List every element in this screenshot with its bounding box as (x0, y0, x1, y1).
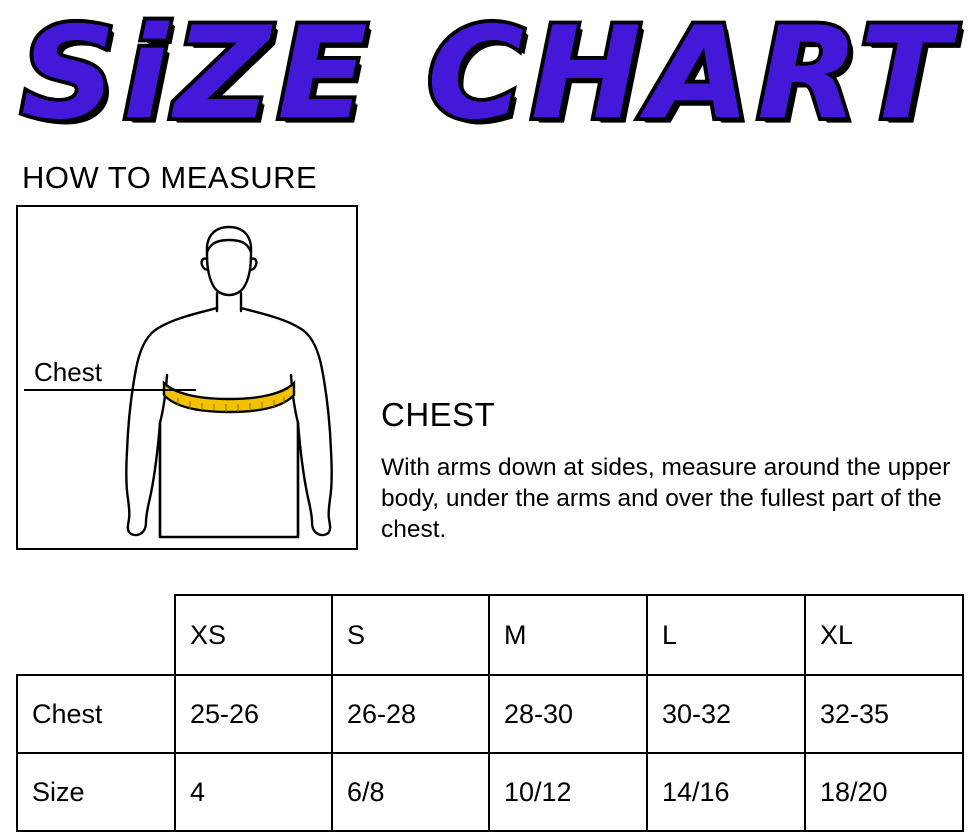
table-header-l: L (647, 595, 805, 675)
table-row (17, 675, 963, 753)
tape-measure-icon (164, 383, 294, 412)
row-label-size: Size (17, 753, 175, 831)
cell-chest-m: 28-30 (489, 675, 647, 753)
cell-size-xs: 4 (175, 753, 332, 831)
size-chart-table (16, 594, 964, 832)
page-title-text: SiZE CHART (21, 0, 957, 148)
cell-size-xl: 18/20 (805, 753, 963, 831)
chest-leader-line (24, 389, 196, 391)
cell-chest-s: 26-28 (332, 675, 489, 753)
measurement-title: CHEST (381, 396, 496, 433)
how-to-measure-heading: HOW TO MEASURE (22, 160, 318, 195)
figure-chest-label: Chest (34, 357, 102, 387)
table-header-m: M (489, 595, 647, 675)
table-header-xl: XL (805, 595, 963, 675)
table-header-s: S (332, 595, 489, 675)
cell-size-s: 6/8 (332, 753, 489, 831)
table-header-xs: XS (175, 595, 332, 675)
cell-chest-xs: 25-26 (175, 675, 332, 753)
measurement-description: With arms down at sides, measure around the upper body, under the arms and over the fullest part of the chest. (381, 454, 951, 543)
row-label-chest: Chest (17, 675, 175, 753)
cell-size-l: 14/16 (647, 753, 805, 831)
cell-size-m: 10/12 (489, 753, 647, 831)
table-row (17, 753, 963, 831)
cell-chest-l: 30-32 (647, 675, 805, 753)
page-title (0, 0, 978, 148)
table-corner-cell (17, 595, 175, 675)
table-header-row (17, 595, 963, 675)
cell-chest-xl: 32-35 (805, 675, 963, 753)
